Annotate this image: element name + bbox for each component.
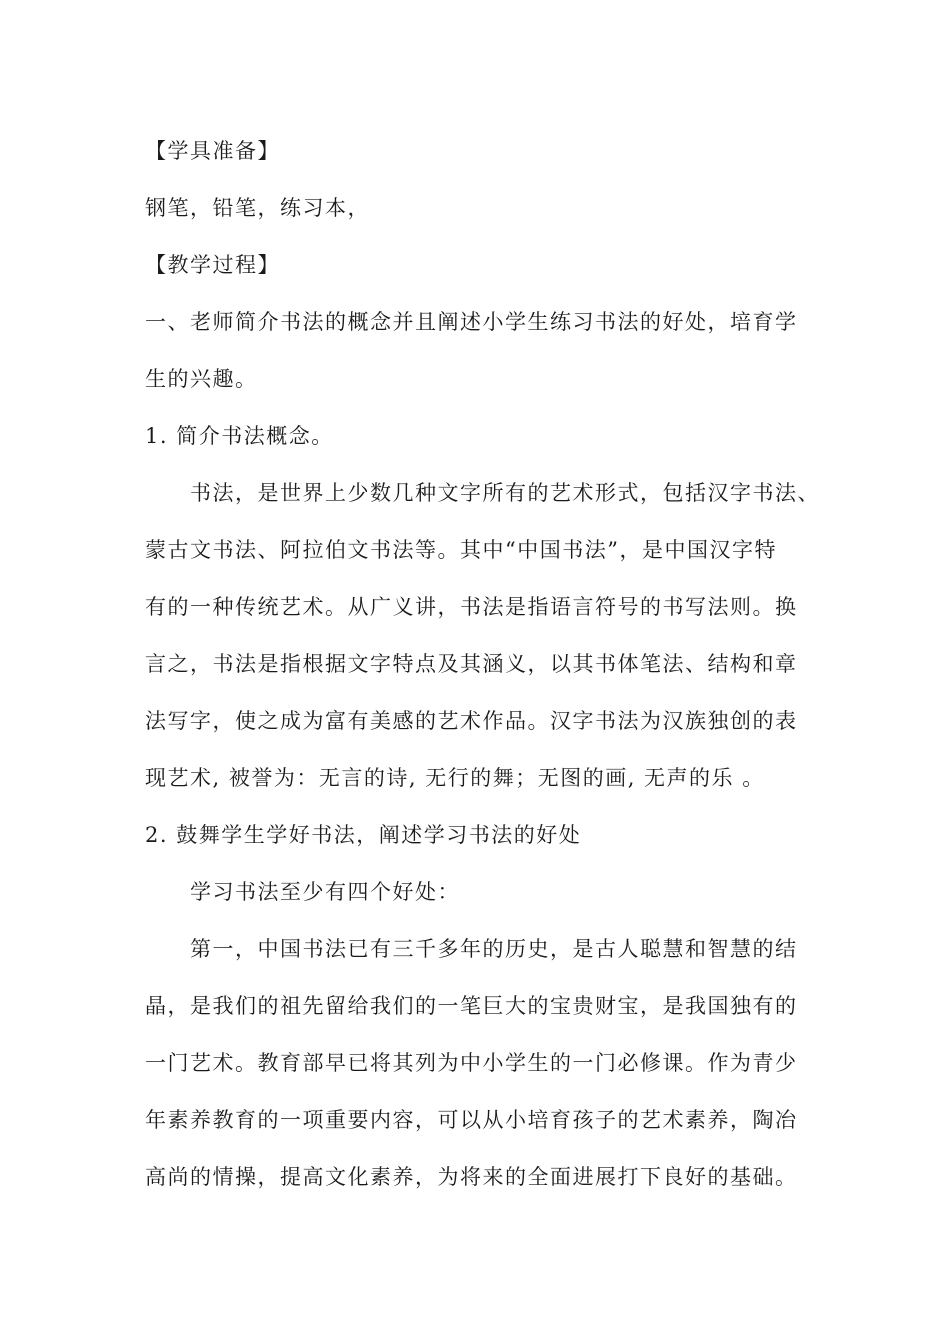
paragraph-line: 第一，中国书法已有三千多年的历史，是古人聪慧和智慧的结 xyxy=(190,937,798,961)
subheading-line: 2. 鼓舞学生学好书法，阐述学习书法的好处 xyxy=(145,823,582,847)
paragraph-line: 书法，是世界上少数几种文字所有的艺术形式，包括汉字书法、 xyxy=(190,481,820,505)
paragraph-line: 有的一种传统艺术。从广义讲，书法是指语言符号的书写法则。换 xyxy=(145,595,798,619)
paragraph-line: 学习书法至少有四个好处： xyxy=(190,880,460,904)
paragraph-line: 钢笔，铅笔，练习本， xyxy=(145,196,370,220)
paragraph-line: 一门艺术。教育部早已将其列为中小学生的一门必修课。作为青少 xyxy=(145,1051,798,1075)
section-heading-process: 【教学过程】 xyxy=(145,253,280,277)
paragraph-line: 生的兴趣。 xyxy=(145,367,258,391)
paragraph-line: 晶，是我们的祖先留给我们的一笔巨大的宝贵财宝，是我国独有的 xyxy=(145,994,798,1018)
paragraph-line: 言之，书法是指根据文字特点及其涵义，以其书体笔法、结构和章 xyxy=(145,652,798,676)
paragraph-line: 蒙古文书法、阿拉伯文书法等。其中“中国书法”，是中国汉字特 xyxy=(145,538,777,562)
paragraph-line: 一、老师简介书法的概念并且阐述小学生练习书法的好处，培育学 xyxy=(145,310,798,334)
paragraph-line: 高尚的情操，提高文化素养，为将来的全面进展打下良好的基础。 xyxy=(145,1165,798,1189)
paragraph-line: 年素养教育的一项重要内容，可以从小培育孩子的艺术素养，陶冶 xyxy=(145,1108,798,1132)
paragraph-line: 法写字，使之成为富有美感的艺术作品。汉字书法为汉族独创的表 xyxy=(145,709,798,733)
section-heading-materials: 【学具准备】 xyxy=(145,139,280,163)
subheading-line: 1. 简介书法概念。 xyxy=(145,424,334,448)
paragraph-line: 现艺术, 被誉为：无言的诗, 无行的舞；无图的画, 无声的乐 。 xyxy=(145,766,765,790)
